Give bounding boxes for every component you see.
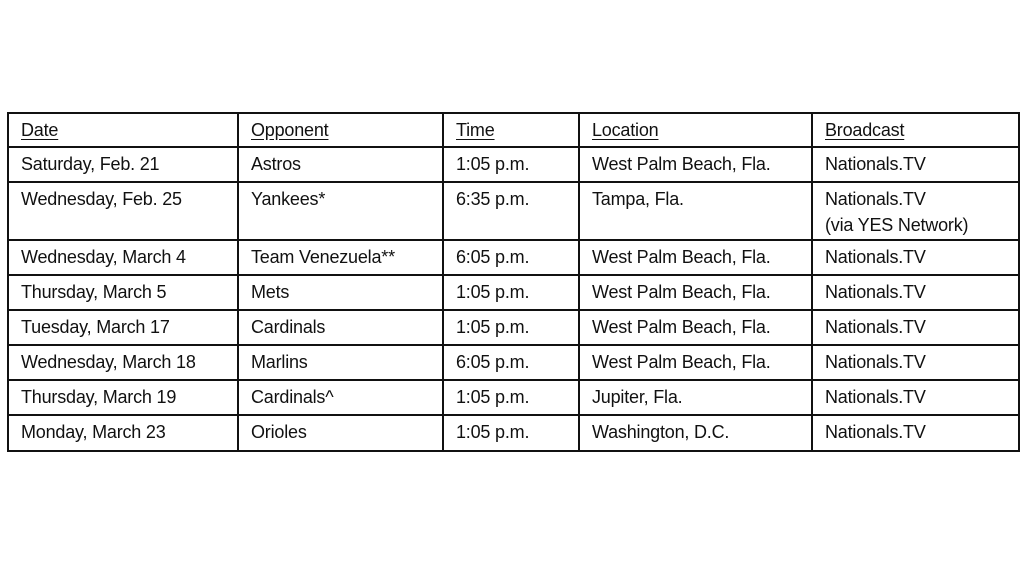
time-cell: 1:05 p.m. (443, 275, 579, 310)
column-header-time: Time (443, 113, 579, 147)
opponent-cell: Yankees* (238, 182, 443, 240)
broadcast-cell: Nationals.TV (812, 240, 1019, 275)
table-row (8, 310, 1019, 345)
table-header (8, 113, 1019, 147)
time-cell: 1:05 p.m. (443, 310, 579, 345)
opponent-cell: Team Venezuela** (238, 240, 443, 275)
table-row (8, 182, 1019, 240)
column-header-broadcast: Broadcast (812, 113, 1019, 147)
location-cell: West Palm Beach, Fla. (579, 310, 812, 345)
opponent-cell: Astros (238, 147, 443, 182)
location-cell: West Palm Beach, Fla. (579, 240, 812, 275)
column-header-location: Location (579, 113, 812, 147)
date-cell: Tuesday, March 17 (8, 310, 238, 345)
table-row (8, 275, 1019, 310)
location-cell: Tampa, Fla. (579, 182, 812, 240)
date-cell: Wednesday, Feb. 25 (8, 182, 238, 240)
table-row (8, 380, 1019, 415)
date-cell: Wednesday, March 4 (8, 240, 238, 275)
broadcast-cell: Nationals.TV (812, 380, 1019, 415)
broadcast-cell: Nationals.TV (812, 310, 1019, 345)
table-body (8, 147, 1019, 451)
time-cell: 1:05 p.m. (443, 415, 579, 451)
date-cell: Thursday, March 19 (8, 380, 238, 415)
date-cell: Thursday, March 5 (8, 275, 238, 310)
broadcast-schedule-table (7, 112, 1020, 452)
date-cell: Saturday, Feb. 21 (8, 147, 238, 182)
opponent-cell: Orioles (238, 415, 443, 451)
time-cell: 1:05 p.m. (443, 147, 579, 182)
broadcast-network: Nationals.TV (825, 189, 926, 209)
opponent-cell: Cardinals^ (238, 380, 443, 415)
header-row (8, 113, 1019, 147)
time-cell: 1:05 p.m. (443, 380, 579, 415)
time-cell: 6:05 p.m. (443, 345, 579, 380)
date-cell: Monday, March 23 (8, 415, 238, 451)
location-cell: Jupiter, Fla. (579, 380, 812, 415)
table-row (8, 415, 1019, 451)
time-cell: 6:05 p.m. (443, 240, 579, 275)
date-cell: Wednesday, March 18 (8, 345, 238, 380)
table-row (8, 147, 1019, 182)
opponent-cell: Mets (238, 275, 443, 310)
broadcast-cell: Nationals.TV (812, 415, 1019, 451)
location-cell: West Palm Beach, Fla. (579, 147, 812, 182)
broadcast-cell: Nationals.TV (812, 345, 1019, 380)
broadcast-cell: Nationals.TV (812, 147, 1019, 182)
location-cell: Washington, D.C. (579, 415, 812, 451)
broadcast-cell: Nationals.TV (812, 275, 1019, 310)
time-cell: 6:35 p.m. (443, 182, 579, 240)
table-row (8, 345, 1019, 380)
table-row (8, 240, 1019, 275)
column-header-date: Date (8, 113, 238, 147)
broadcast-note: (via YES Network) (825, 215, 969, 235)
broadcast-cell (812, 182, 1019, 240)
opponent-cell: Cardinals (238, 310, 443, 345)
column-header-opponent: Opponent (238, 113, 443, 147)
location-cell: West Palm Beach, Fla. (579, 345, 812, 380)
opponent-cell: Marlins (238, 345, 443, 380)
location-cell: West Palm Beach, Fla. (579, 275, 812, 310)
